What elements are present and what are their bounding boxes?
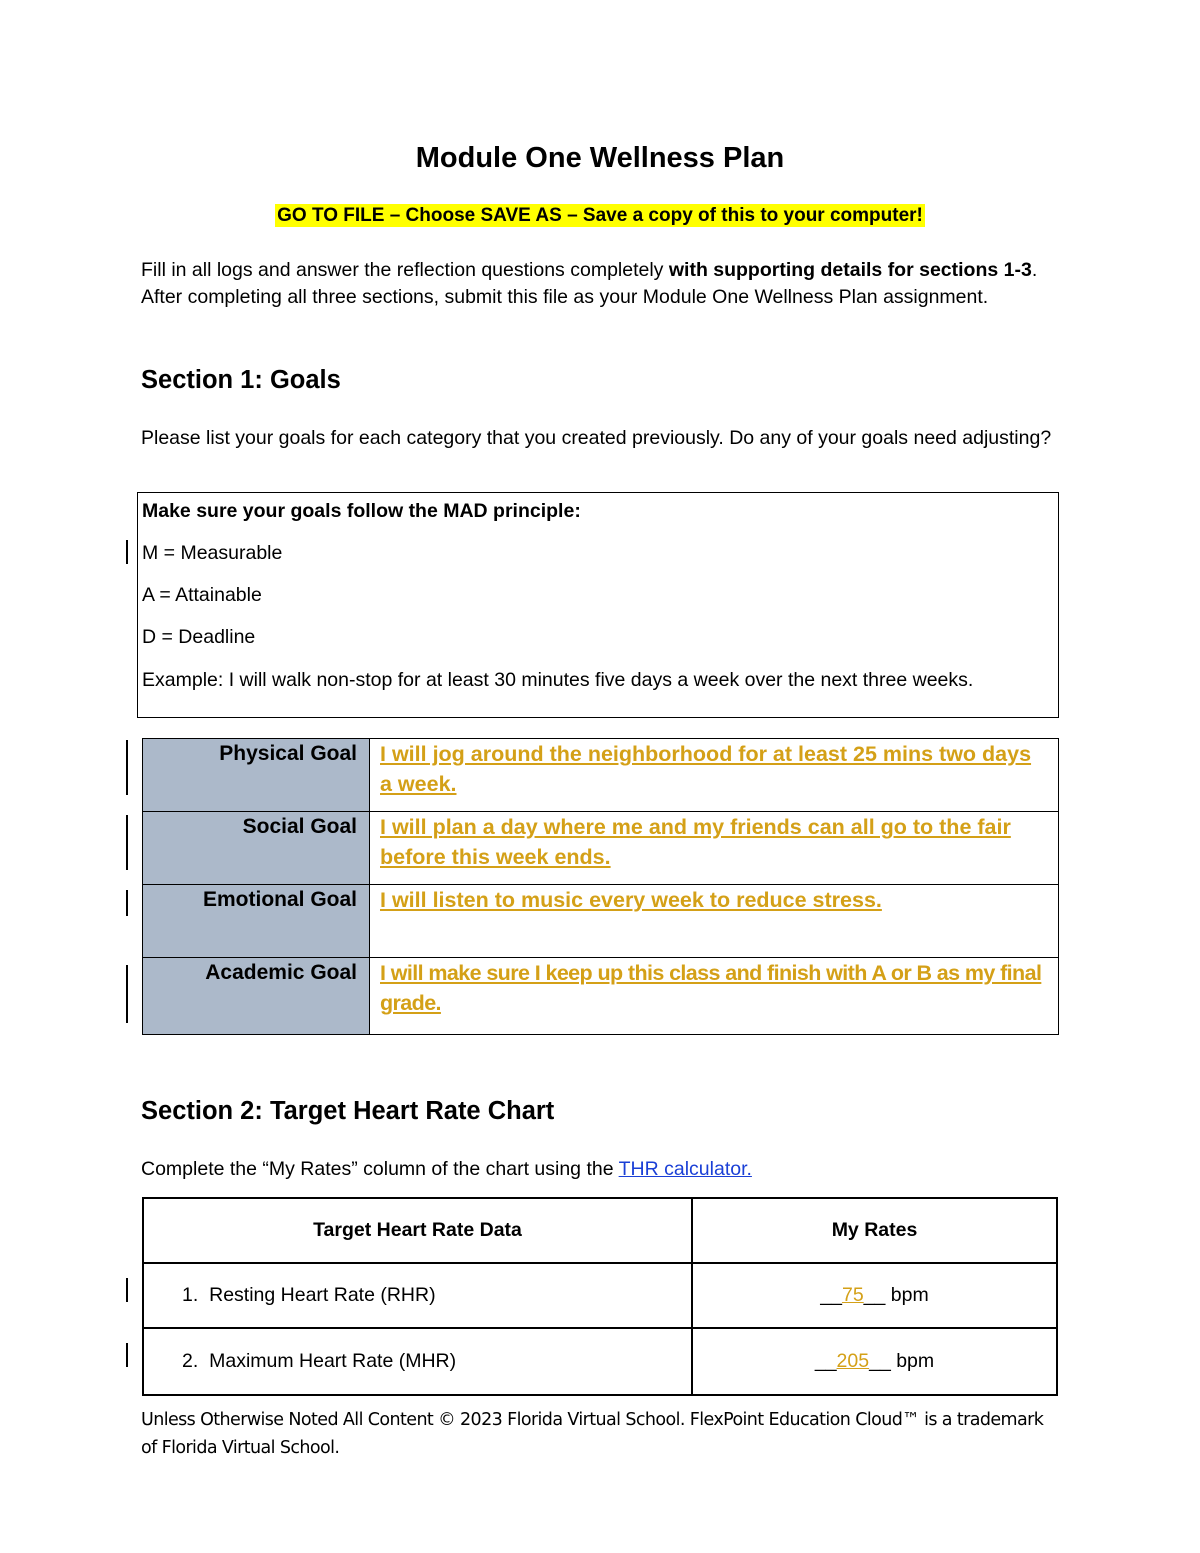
table-row xyxy=(143,739,1059,812)
row-label: Maximum Heart Rate (MHR) xyxy=(209,1350,457,1372)
blank-post: __ bpm xyxy=(869,1350,935,1372)
table-row xyxy=(143,958,1059,1035)
table-row xyxy=(143,1328,1057,1395)
rate-label xyxy=(143,1263,692,1328)
change-bar xyxy=(126,1343,128,1367)
goal-answer-emotional[interactable]: I will listen to music every week to reduce stress. xyxy=(370,885,1059,958)
goal-answer-academic[interactable]: I will make sure I keep up this class and finish with A or B as my final grade. xyxy=(370,958,1059,1035)
row-label: Resting Heart Rate (RHR) xyxy=(209,1284,436,1306)
heart-rate-table xyxy=(142,1197,1058,1396)
goal-label: Academic Goal xyxy=(143,958,370,1035)
goal-answer-physical[interactable]: I will jog around the neighborhood for at least 25 mins two days a week. xyxy=(370,739,1059,812)
change-bar xyxy=(126,815,128,870)
section1-heading: Section 1: Goals xyxy=(141,366,341,394)
change-bar xyxy=(126,540,128,564)
rate-label xyxy=(143,1328,692,1395)
max-heart-rate-value[interactable]: 205 xyxy=(836,1350,870,1372)
goal-label: Physical Goal xyxy=(143,739,370,812)
copyright-footer: Unless Otherwise Noted All Content © 2023 Florida Virtual School. FlexPoint Education Cloud™ is a trademark of Florida Virtual School. xyxy=(141,1410,1044,1458)
row-number: 2. xyxy=(182,1350,199,1372)
save-instruction-text: GO TO FILE – Choose SAVE AS – Save a copy of this to your computer! xyxy=(277,205,923,226)
section2-prompt-text: Complete the “My Rates” column of the chart using the xyxy=(141,1158,619,1180)
intro-text-2: . After completing all three sections, submit this file as your Module One Wellness Plan assignment. xyxy=(141,259,1038,308)
table-row xyxy=(143,1263,1057,1328)
intro-text-bold: with supporting details for sections 1-3 xyxy=(668,259,1032,281)
blank-post: __ bpm xyxy=(863,1284,929,1306)
rate-value-cell[interactable] xyxy=(692,1328,1057,1395)
mad-principle-box xyxy=(137,492,1059,718)
mad-attainable: A = Attainable xyxy=(142,584,262,606)
page-title: Module One Wellness Plan xyxy=(415,142,785,174)
resting-heart-rate-value[interactable]: 75 xyxy=(841,1284,864,1306)
blank-pre: __ xyxy=(820,1284,842,1306)
goal-label: Social Goal xyxy=(143,812,370,885)
goal-label: Emotional Goal xyxy=(143,885,370,958)
mad-heading: Make sure your goals follow the MAD principle: xyxy=(142,500,581,522)
change-bar xyxy=(126,890,128,916)
goals-table xyxy=(142,738,1059,1035)
save-instruction xyxy=(0,205,1200,227)
mad-deadline: D = Deadline xyxy=(142,626,256,648)
mad-example: Example: I will walk non-stop for at least 30 minutes five days a week over the next three weeks. xyxy=(142,669,974,691)
intro-paragraph xyxy=(141,257,1061,311)
table-row xyxy=(143,812,1059,885)
thr-calculator-link[interactable]: THR calculator. xyxy=(618,1158,752,1180)
table-header-row xyxy=(143,1198,1057,1263)
change-bar xyxy=(126,965,128,1023)
table-row xyxy=(143,885,1059,958)
blank-pre: __ xyxy=(814,1350,837,1372)
column-header: Target Heart Rate Data xyxy=(143,1198,692,1263)
section1-prompt: Please list your goals for each category that you created previously. Do any of your goals need adjusting? xyxy=(141,427,1052,449)
section2-heading: Section 2: Target Heart Rate Chart xyxy=(141,1097,555,1125)
goal-answer-social[interactable]: I will plan a day where me and my friends can all go to the fair before this week ends. xyxy=(370,812,1059,885)
change-bar xyxy=(126,1278,128,1302)
row-number: 1. xyxy=(182,1284,199,1306)
intro-text-1: Fill in all logs and answer the reflection questions completely xyxy=(141,259,669,281)
mad-measurable: M = Measurable xyxy=(142,542,283,564)
rate-value-cell[interactable] xyxy=(692,1263,1057,1328)
column-header: My Rates xyxy=(692,1198,1057,1263)
section2-prompt xyxy=(141,1156,1061,1182)
change-bar xyxy=(126,740,128,795)
